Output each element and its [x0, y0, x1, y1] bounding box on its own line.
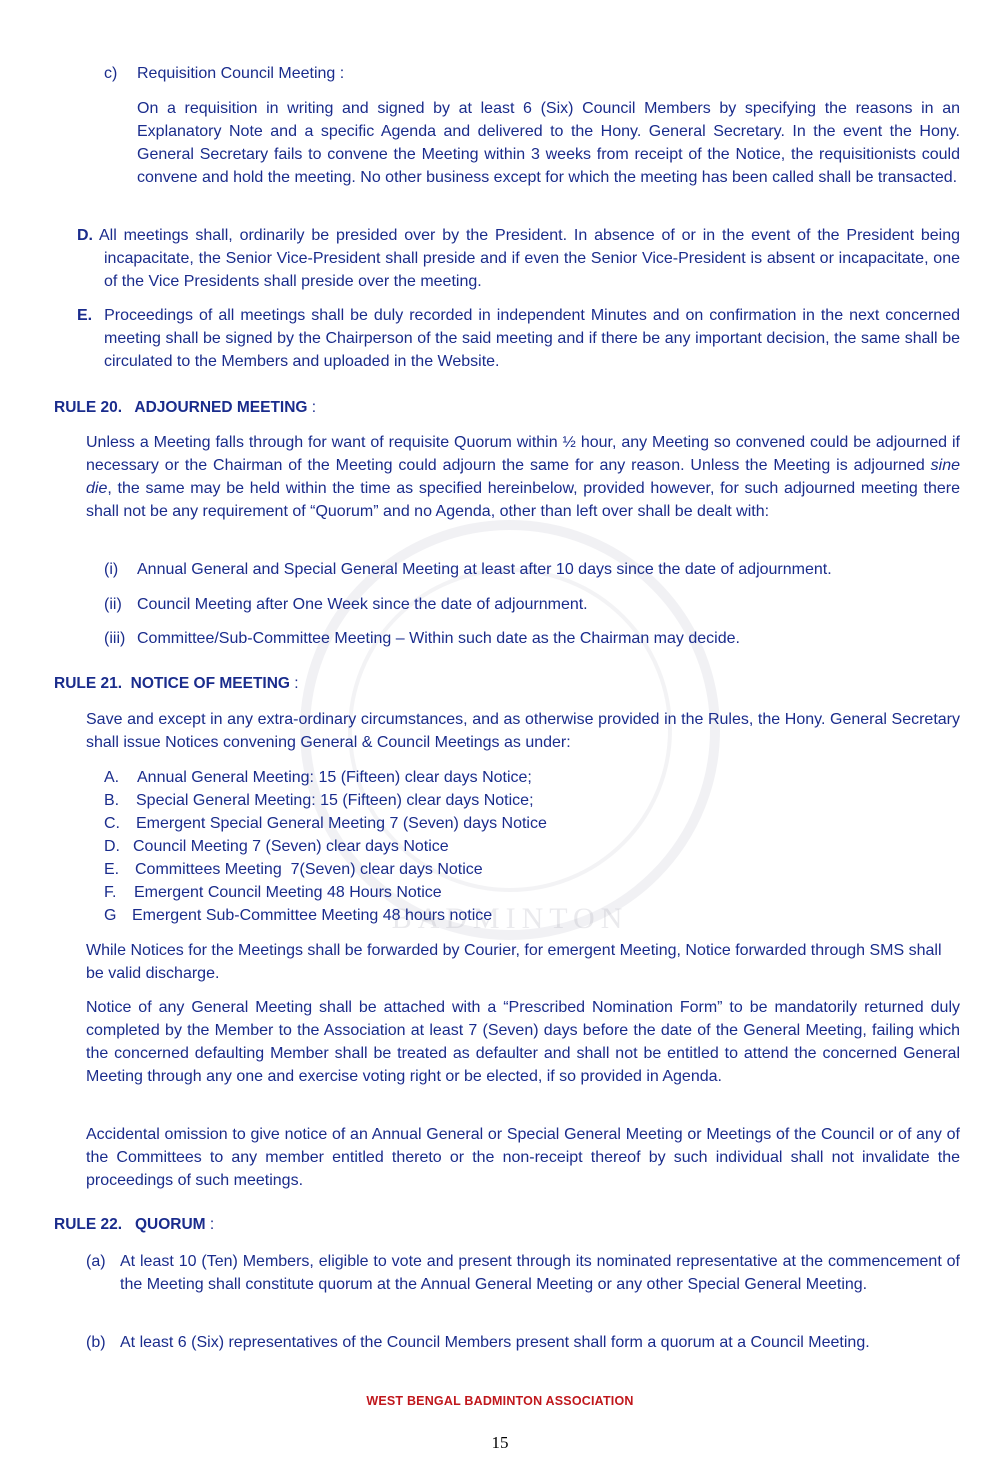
notice-list-item: B. Special General Meeting: 15 (Fifteen) clear days Notice;: [104, 792, 534, 809]
rule-22-heading: RULE 22. QUORUM :: [54, 1216, 215, 1233]
clause-marker: D.: [77, 227, 93, 244]
notice-list-item: G Emergent Sub-Committee Meeting 48 hours notice: [104, 907, 493, 924]
rule-20-heading: RULE 20. ADJOURNED MEETING :: [54, 399, 317, 416]
rule-21-intro: Save and except in any extra-ordinary circumstances, and as otherwise provided in the Rules, the Hony. General Secretary shall issue Notices convening General & Council Meetings as under:: [86, 711, 960, 751]
notice-list-item: A. Annual General Meeting: 15 (Fifteen) clear days Notice;: [104, 769, 532, 786]
notice-list-item: D. Council Meeting 7 (Seven) clear days Notice: [104, 838, 449, 855]
watermark-text: BADMINTON: [391, 902, 629, 935]
rule-21-nomination-paragraph: Notice of any General Meeting shall be attached with a “Prescribed Nomination Form” to be mandatorily returned duly completed by the Member to the Association at least 7 (Seven) days before the date of the General Meeting, failing which the concerned defaulting Member shall be treated as defaulter and shall not be entitled to attend the concerned General Meeting through any one and exercise voting right or be elected, if so provided in Agenda.: [86, 999, 960, 1085]
footer-organization: WEST BENGAL BADMINTON ASSOCIATION: [366, 1394, 634, 1408]
clause-marker: E.: [77, 307, 93, 324]
rule-20-item: (ii) Council Meeting after One Week since the date of adjournment.: [104, 596, 588, 613]
item-marker: c): [104, 65, 118, 82]
rule-21-heading: RULE 21. NOTICE OF MEETING :: [54, 675, 299, 692]
notice-list-item: E. Committees Meeting 7(Seven) clear days Notice: [104, 861, 483, 878]
clause-text: All meetings shall, ordinarily be presided over by the President. In absence of or in the event of the President being incapacitate, the Senior Vice-President shall preside and if even the Senior Vice-President is absent or incapacitate, one of the Vice Presidents shall preside over the meeting.: [98, 227, 961, 290]
page-number: 15: [491, 1433, 509, 1452]
clause-e: [77, 304, 960, 373]
rule-20-paragraph: Unless a Meeting falls through for want of requisite Quorum within ½ hour, any Meeting so convened could be adjourned if necessary or the Chairman of the Meeting could adjourn the same for any reason. Unless the Meeting is adjourned sine die, the same may be held within the time as specified hereinbelow, provided however, for such adjourned meeting there shall not be any requirement of “Quorum” and no Agenda, other than left over shall be dealt with:: [86, 434, 960, 520]
requisition-item: [104, 62, 344, 85]
requisition-paragraph: On a requisition in writing and signed by at least 6 (Six) Council Members by specifying the reasons in an Explanatory Note and a specific Agenda and delivered to the Hony. General Secretary. In the event the Hony. General Secretary fails to convene the Meeting within 3 weeks from receipt of the Notice, the requisitionists could convene and hold the meeting. No other business except for which the meeting has been called shall be transacted.: [137, 100, 960, 186]
notice-list-item: C. Emergent Special General Meeting 7 (Seven) days Notice: [104, 815, 547, 832]
clause-d: [77, 224, 960, 293]
item-heading: Requisition Council Meeting :: [137, 65, 345, 82]
rule-21-omission-paragraph: Accidental omission to give notice of an Annual General or Special General Meeting or Meetings of the Council or of any of the Committees to any member entitled thereto or the non-receipt thereof by such individual shall not invalidate the proceedings of such meetings.: [86, 1126, 960, 1189]
notice-list-item: F. Emergent Council Meeting 48 Hours Notice: [104, 884, 442, 901]
quorum-item-b: (b) At least 6 (Six) representatives of the Council Members present shall form a quorum at a Council Meeting.: [86, 1334, 870, 1351]
rule-20-item: (iii) Committee/Sub-Committee Meeting – Within such date as the Chairman may decide.: [104, 630, 740, 647]
quorum-item-a: (a) At least 10 (Ten) Members, eligible to vote and present through its nominated representative at the commencement of the Meeting shall constitute quorum at the Annual General Meeting or any other Special General Meeting.: [86, 1253, 960, 1293]
clause-text: Proceedings of all meetings shall be duly recorded in independent Minutes and on confirmation in the next concerned meeting shall be signed by the Chairperson of the said meeting and if there be any important decision, the same shall be circulated to the Members and uploaded in the Website.: [104, 307, 961, 370]
rule-21-courier-paragraph: While Notices for the Meetings shall be forwarded by Courier, for emergent Meeting, Notice forwarded through SMS shall be valid discharge.: [86, 942, 942, 982]
rule-20-item: (i) Annual General and Special General Meeting at least after 10 days since the date of adjournment.: [104, 561, 832, 578]
